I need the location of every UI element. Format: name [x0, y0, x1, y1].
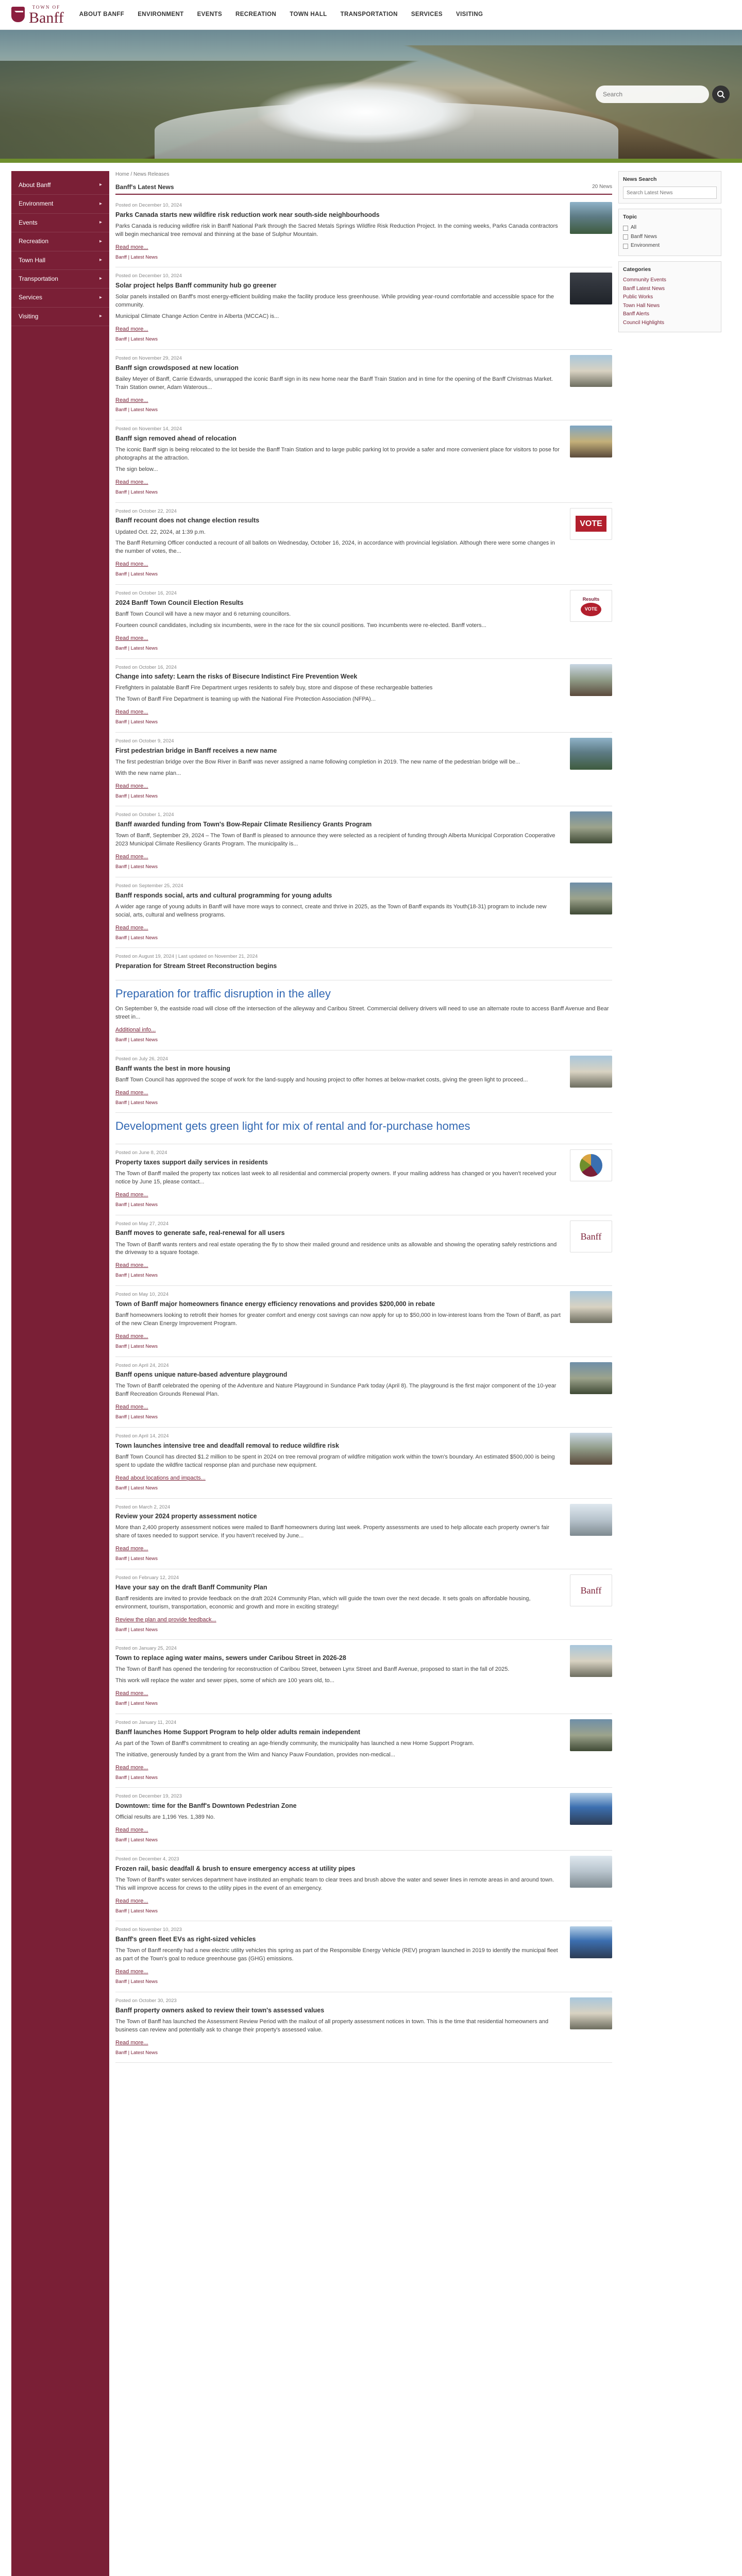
news-item [115, 1851, 612, 1921]
news-title[interactable]: Banff wants the best in more housing [115, 1064, 230, 1072]
news-thumbnail[interactable] [570, 202, 612, 234]
news-item [115, 1113, 612, 1144]
news-tags[interactable]: Banff | Latest News [115, 1774, 158, 1781]
news-thumbnail[interactable] [570, 1504, 612, 1536]
news-item [115, 877, 612, 948]
category-link[interactable]: Banff Latest News [623, 285, 665, 292]
topic-option[interactable]: Banff News [623, 233, 717, 241]
news-tags[interactable]: Banff | Latest News [115, 1556, 158, 1562]
news-item [115, 1050, 612, 1113]
news-item [115, 733, 612, 806]
news-thumbnail[interactable] [570, 1149, 612, 1181]
read-more-link[interactable]: Read more... [115, 635, 148, 641]
news-thumbnail[interactable]: Banff [570, 1574, 612, 1606]
read-more-link[interactable]: Read more... [115, 244, 148, 250]
logo-big-text: Banff [29, 9, 64, 26]
news-date: Posted on October 16, 2024 [115, 664, 177, 670]
news-date: Posted on August 19, 2024 | Last updated on November 21, 2024 [115, 954, 258, 960]
news-date: Posted on October 1, 2024 [115, 812, 174, 818]
chevron-right-icon: ▸ [99, 219, 102, 226]
news-thumbnail[interactable] [570, 1056, 612, 1088]
news-title[interactable]: Town launches intensive tree and deadfall removal to reduce wildfire risk [115, 1442, 339, 1449]
read-more-link[interactable]: Read more... [115, 1764, 148, 1771]
news-item [115, 420, 612, 502]
news-thumbnail[interactable] [570, 1645, 612, 1677]
news-summary: Solar panels installed on Banff's most energy-efficient building make the facility produce less greenhouse. While providing year-round comfortable and accessible space for the community. [115, 294, 554, 309]
news-summary: A wider age range of young adults in Banff will have more ways to connect, create and thrive in 2025, as the Town of Banff expands its Youth(18-31) program to include new social, arts, cultural and wellness programs. [115, 903, 547, 918]
news-thumbnail[interactable] [570, 738, 612, 770]
news-tags[interactable]: Banff | Latest News [115, 407, 158, 413]
news-title[interactable]: Solar project helps Banff community hub go greener [115, 282, 277, 290]
checkbox[interactable] [623, 234, 628, 240]
read-more-link[interactable]: Review the plan and provide feedback... [115, 1616, 216, 1623]
news-item [115, 1144, 612, 1215]
news-date: Posted on December 10, 2024 [115, 273, 182, 279]
news-title[interactable]: Development gets green light for mix of rental and for-purchase homes [115, 1120, 470, 1133]
news-title[interactable]: Frozen rail, basic deadfall & brush to ensure emergency access at utility pipes [115, 1865, 356, 1872]
news-summary: The initiative, generously funded by a grant from the Wim and Nancy Pauw Foundation, provides non-medical... [115, 1751, 395, 1758]
read-more-link[interactable]: Read more... [115, 854, 148, 860]
news-item [115, 948, 612, 980]
news-item [115, 1215, 612, 1286]
news-tags[interactable]: Banff | Latest News [115, 336, 158, 342]
news-date: Posted on November 29, 2024 [115, 355, 182, 361]
news-thumbnail[interactable] [570, 1719, 612, 1751]
news-tags[interactable]: Banff | Latest News [115, 489, 158, 495]
read-more-link[interactable]: Read more... [115, 783, 148, 789]
news-title[interactable]: Banff launches Home Support Program to help older adults remain independent [115, 1728, 361, 1736]
right-rail [618, 171, 721, 2576]
sidenav-recreation[interactable]: Recreation ▸ [11, 232, 109, 251]
news-thumbnail[interactable] [570, 1793, 612, 1825]
read-more-link[interactable]: Read more... [115, 479, 148, 485]
logo-small-text: TOWN OF [32, 4, 61, 10]
news-summary: The Town of Banff has opened the tendering for reconstruction of Caribou Street, between Lynx Street and Banff Avenue, proposed to start in the fall of 2025. [115, 1666, 510, 1673]
news-summary: Updated Oct. 22, 2024, at 1:39 p.m. [115, 529, 206, 535]
news-title[interactable]: Banff awarded funding from Town's Bow-Repair Climate Resiliency Grants Program [115, 821, 372, 828]
chevron-right-icon: ▸ [99, 294, 102, 300]
read-more-link[interactable]: Read more... [115, 2039, 148, 2046]
news-title[interactable]: Banff responds social, arts and cultural programming for young adults [115, 891, 332, 899]
checkbox[interactable] [623, 226, 628, 231]
sidenav-about-banff[interactable]: About Banff ▸ [11, 176, 109, 195]
checkbox[interactable] [623, 244, 628, 249]
news-tags[interactable]: Banff | Latest News [115, 1201, 158, 1208]
news-date: Posted on May 27, 2024 [115, 1221, 168, 1227]
news-summary: The Town of Banff wants renters and real estate operating the fly to show their mailed ground and residence units as allowable and showing the operating safely restrictions and the driveway to a square footage. [115, 1241, 557, 1256]
news-item [115, 1569, 612, 1640]
news-date: Posted on October 9, 2024 [115, 738, 174, 744]
news-summary: Fourteen council candidates, including six incumbents, were in the race for the six council positions. Two incumbents were re-elected. Banff voters... [115, 622, 486, 629]
news-date: Posted on April 14, 2024 [115, 1433, 169, 1439]
news-title[interactable]: 2024 Banff Town Council Election Results [115, 599, 244, 606]
logo-mark-icon [11, 7, 25, 22]
news-date: Posted on December 4, 2023 [115, 1856, 179, 1862]
news-date: Posted on March 2, 2024 [115, 1504, 171, 1510]
news-summary: The Town of Banff mailed the property tax notices last week to all residential and commercial property owners. If your mailing address has changed or you haven't received your notice by June 15, please contact... [115, 1171, 556, 1185]
news-tags[interactable]: Banff | Latest News [115, 1099, 158, 1106]
read-more-link[interactable]: Read more... [115, 326, 148, 333]
topic-option[interactable]: Environment [623, 242, 717, 250]
main-nav [79, 10, 483, 19]
news-summary: Parks Canada is reducing wildfire risk in Banff National Park through the Sacred Metals Springs Wildfire Risk Reduction Project. In the coming weeks, Parks Canada contractors will begin mechanical tree removal and thinning at the base of Sulphur Mountain. [115, 223, 558, 238]
news-thumbnail[interactable] [570, 355, 612, 387]
sidenav-events[interactable]: Events ▸ [11, 214, 109, 232]
news-item [115, 659, 612, 733]
news-thumbnail[interactable] [570, 664, 612, 696]
topic-option[interactable]: All [623, 224, 717, 232]
news-item [115, 1286, 612, 1357]
news-date: Posted on December 10, 2024 [115, 202, 182, 208]
news-date: Posted on June 8, 2024 [115, 1150, 167, 1156]
news-summary: This work will replace the water and sewer pipes, some of which are 100 years old, to... [115, 1677, 334, 1684]
news-summary: The first pedestrian bridge over the Bow River in Banff was never assigned a name following completion in 2019. The new name of the pedestrian bridge will be... [115, 758, 520, 765]
news-title[interactable]: Town of Banff major homeowners finance energy efficiency renovations and provides $200,000 in rebate [115, 1300, 435, 1308]
chevron-right-icon: ▸ [99, 276, 102, 282]
news-title[interactable]: Preparation for traffic disruption in the alley [115, 987, 331, 1001]
news-title[interactable]: Banff opens unique nature-based adventure playground [115, 1371, 288, 1379]
news-summary: Bailey Meyer of Banff, Carrie Edwards, unwrapped the iconic Banff sign in its new home near the Banff Train Station and in time for the opening of the Banff Christmas Market. Train Station owner, Adam Waterous... [115, 376, 553, 391]
news-summary: Banff residents are invited to provide feedback on the draft 2024 Community Plan, which will guide the town over the next decade. It sets goals on affordable housing, environment, tourism, transportation, economic and growth and more in exciting strategy! [115, 1595, 531, 1610]
news-date: Posted on October 16, 2024 [115, 590, 177, 597]
read-more-link[interactable]: Read more... [115, 1690, 148, 1697]
news-thumbnail[interactable] [570, 273, 612, 304]
category-link[interactable]: Town Hall News [623, 302, 660, 309]
news-thumbnail[interactable] [570, 1997, 612, 2029]
news-date: Posted on February 12, 2024 [115, 1574, 179, 1581]
news-summary: Official results are 1,196 Yes. 1,389 No. [115, 1814, 215, 1821]
news-title[interactable]: Banff property owners asked to review their town's assessed values [115, 2006, 325, 2014]
news-date: Posted on October 22, 2024 [115, 508, 177, 514]
news-tags[interactable]: Banff | Latest News [115, 1414, 158, 1420]
read-more-link[interactable]: Read more... [115, 1333, 148, 1340]
news-summary: Banff Town Council will have a new mayor and 6 returning councillors. [115, 611, 291, 617]
news-tags[interactable]: Banff | Latest News [115, 793, 158, 799]
news-tags[interactable]: Banff | Latest News [115, 1908, 158, 1914]
news-title[interactable]: Banff moves to generate safe, real-renewal for all users [115, 1229, 285, 1237]
nav-recreation[interactable]: RECREATION [235, 11, 277, 18]
news-item [115, 350, 612, 420]
content-layout [0, 163, 742, 2576]
news-tags[interactable]: Banff | Latest News [115, 1701, 158, 1707]
news-summary: The Town of Banff Fire Department is teaming up with the National Fire Protection Association (NFPA)... [115, 696, 376, 703]
news-thumbnail[interactable] [570, 1926, 612, 1958]
news-tags[interactable]: Banff | Latest News [115, 1837, 158, 1843]
site-search [596, 86, 730, 103]
news-summary: The Town of Banff has launched the Assessment Review Period with the mailout of all property assessment notices in town. This is the time that residential homeowners and business can review and potentially ask to change their property's assessed value. [115, 2018, 549, 2033]
news-list-main [115, 171, 612, 2576]
news-tags[interactable]: Banff | Latest News [115, 1485, 158, 1491]
news-summary: Banff Town Council has directed $1.2 million to be spent in 2024 on tree removal program of wildfire mitigation work within the town's boundary. An estimated $500,000 is being spent to update the wildfire tactical response plan and purchase new equipment. [115, 1453, 555, 1468]
site-search-input[interactable] [596, 86, 709, 103]
news-title[interactable]: Banff's green fleet EVs as right-sized vehicles [115, 1936, 256, 1943]
chevron-right-icon: ▸ [99, 257, 102, 263]
news-title[interactable]: Banff sign removed ahead of relocation [115, 435, 237, 442]
news-item [115, 1357, 612, 1428]
news-date: Posted on November 14, 2024 [115, 426, 182, 432]
chevron-right-icon: ▸ [99, 182, 102, 188]
news-search-panel [618, 171, 721, 204]
news-tags[interactable]: Banff | Latest News [115, 1273, 158, 1279]
read-more-link[interactable]: Read more... [115, 709, 148, 716]
nav-transportation[interactable]: TRANSPORTATION [340, 11, 398, 18]
accent-bar [0, 159, 742, 163]
news-thumbnail[interactable] [570, 1362, 612, 1394]
news-date: Posted on December 19, 2023 [115, 1793, 182, 1800]
news-item [115, 503, 612, 585]
sidenav-services[interactable]: Services ▸ [11, 289, 109, 307]
news-search-input[interactable] [623, 187, 717, 199]
chevron-right-icon: ▸ [99, 238, 102, 244]
read-more-link[interactable]: Read more... [115, 1546, 148, 1552]
news-thumbnail[interactable]: Results VOTE [570, 590, 612, 622]
category-link[interactable]: Council Highlights [623, 319, 665, 326]
news-item [115, 806, 612, 877]
news-tags[interactable]: Banff | Latest News [115, 571, 158, 578]
news-tags[interactable]: Banff | Latest News [115, 1626, 158, 1633]
site-search-button[interactable] [712, 86, 730, 103]
read-more-link[interactable]: Read more... [115, 1191, 148, 1198]
news-summary: On September 9, the eastside road will close off the intersection of the alleyway and Caribou Street. Commercial delivery drivers will need to use an alternate route to access Banff Avenue and Bear street in... [115, 1006, 609, 1021]
read-more-link[interactable]: Additional info... [115, 1027, 156, 1033]
news-tags[interactable]: Banff | Latest News [115, 864, 158, 870]
sidenav-transportation[interactable]: Transportation ▸ [11, 270, 109, 289]
news-thumbnail[interactable]: Banff [570, 1221, 612, 1252]
news-title[interactable]: Town to replace aging water mains, sewers under Caribou Street in 2026-28 [115, 1654, 346, 1662]
news-list-header [115, 183, 612, 195]
news-summary: The Town of Banff celebrated the opening of the Adventure and Nature Playground in Sundance Park today (April 8). The playground is the first major component of the 10-year Banff Recreation Grounds Renewal Plan. [115, 1383, 556, 1398]
news-title[interactable]: Banff recount does not change election results [115, 517, 260, 524]
news-tags[interactable]: Banff | Latest News [115, 645, 158, 651]
news-thumbnail[interactable] [570, 883, 612, 914]
news-thumbnail[interactable] [570, 1433, 612, 1465]
read-more-link[interactable]: Read more... [115, 1089, 148, 1096]
news-summary: As part of the Town of Banff's commitment to creating an age-friendly community, the municipality has launched a new Home Support Program. [115, 1740, 475, 1747]
category-link[interactable]: Banff Alerts [623, 311, 649, 317]
nav-environment[interactable]: ENVIRONMENT [138, 11, 184, 18]
news-list [115, 197, 612, 2063]
chevron-right-icon: ▸ [99, 313, 102, 319]
news-summary: More than 2,400 property assessment notices were mailed to Banff homeowners during last week. Property assessments are used to help allocate each property owner's fair share of taxes needed to support service. If you haven't received by June... [115, 1524, 549, 1539]
news-tags[interactable]: Banff | Latest News [115, 1979, 158, 1985]
topic-title: Topic [623, 214, 637, 221]
news-title[interactable]: Downtown: time for the Banff's Downtown Pedestrian Zone [115, 1802, 297, 1810]
news-summary: Town of Banff, September 29, 2024 – The Town of Banff is pleased to announce they were selected as a recipient of funding through Alberta Municipal Corporation Cooperative 2023 Municipal Climate Resiliency Grants Program. The municipality is... [115, 833, 555, 848]
search-icon [717, 90, 725, 98]
news-item [115, 1788, 612, 1851]
news-title[interactable]: Review your 2024 property assessment notice [115, 1513, 257, 1520]
news-item [115, 1921, 612, 1992]
nav-about-banff[interactable]: ABOUT BANFF [79, 11, 125, 18]
news-thumbnail[interactable] [570, 811, 612, 843]
news-date: Posted on July 26, 2024 [115, 1056, 168, 1062]
news-item [115, 197, 612, 267]
news-thumbnail[interactable]: VOTE [570, 508, 612, 540]
news-title[interactable]: First pedestrian bridge in Banff receives a new name [115, 747, 277, 754]
news-date: Posted on April 24, 2024 [115, 1362, 169, 1368]
news-tags[interactable]: Banff | Latest News [115, 1037, 158, 1043]
category-link[interactable]: Community Events [623, 277, 666, 283]
read-more-link[interactable]: Read more... [115, 397, 148, 403]
news-summary: The sign below... [115, 466, 158, 472]
news-item [115, 1499, 612, 1569]
news-thumbnail[interactable] [570, 426, 612, 457]
news-summary: With the new name plan... [115, 770, 181, 776]
news-list-title: Banff's Latest News [115, 183, 174, 191]
news-summary: Firefighters in palatable Banff Fire Department urges residents to safely buy, store and dispose of these rechargeable batteries [115, 685, 433, 691]
news-summary: The Town of Banff's water services department have instituted an emphatic team to clear trees and brush above the water and sewer lines in remote areas in and around town. This will improve access for crews to the utility pipes in the event of an emergency. [115, 1876, 554, 1891]
sidenav-visiting[interactable]: Visiting ▸ [11, 308, 109, 326]
topic-panel [618, 209, 721, 256]
side-nav [11, 171, 109, 2576]
read-more-link[interactable]: Read more... [115, 1827, 148, 1834]
top-bar [0, 0, 742, 30]
news-search-title: News Search [623, 176, 657, 182]
news-title[interactable]: Parks Canada starts new wildfire risk reduction work near south-side neighbourhoods [115, 211, 380, 218]
news-date: Posted on November 10, 2023 [115, 1927, 182, 1933]
news-summary: The iconic Banff sign is being relocated to the lot beside the Banff Train Station and to large public parking lot to provide a safer and more convenient place for visitors to pose for photographs at the attraction. [115, 447, 560, 462]
nav-visiting[interactable]: VISITING [456, 11, 483, 18]
categories-title: Categories [623, 266, 651, 273]
hero-falls [258, 81, 474, 143]
news-thumbnail[interactable] [570, 1856, 612, 1888]
hero-banner [0, 30, 742, 159]
news-item [115, 1640, 612, 1714]
news-summary: Banff homeowners looking to retrofit their homes for greater comfort and energy cost savings can now apply for up to $50,000 in low-interest loans from the Town of Banff, as part of the new Clean Energy Improvement Program. [115, 1312, 561, 1327]
news-thumbnail[interactable] [570, 1291, 612, 1323]
news-count: 20 News [592, 183, 612, 190]
category-link[interactable]: Public Works [623, 294, 653, 300]
news-date: Posted on May 10, 2024 [115, 1292, 168, 1298]
nav-services[interactable]: SERVICES [411, 11, 443, 18]
news-date: Posted on January 25, 2024 [115, 1646, 177, 1652]
news-summary: Banff Town Council has approved the scope of work for the land-supply and housing project to offer homes at below-market costs, giving the green light to proceed... [115, 1076, 528, 1083]
news-summary: Municipal Climate Change Action Centre in Alberta (MCCAC) is... [115, 313, 279, 320]
read-more-link[interactable]: Read more... [115, 561, 148, 568]
news-title[interactable]: Change into safety: Learn the risks of Bisecure Indistinct Fire Prevention Week [115, 673, 358, 681]
chevron-right-icon: ▸ [99, 200, 102, 207]
nav-town-hall[interactable]: TOWN HALL [290, 11, 327, 18]
read-more-link[interactable]: Read more... [115, 1897, 148, 1904]
news-date: Posted on September 25, 2024 [115, 883, 183, 889]
news-tags[interactable]: Banff | Latest News [115, 935, 158, 941]
read-more-link[interactable]: Read more... [115, 1262, 148, 1269]
news-item [115, 1992, 612, 2063]
news-title[interactable]: Banff sign crowdsposed at new location [115, 364, 239, 371]
news-title[interactable]: Have your say on the draft Banff Community Plan [115, 1583, 267, 1591]
news-item [115, 1428, 612, 1498]
read-more-link[interactable]: Read about locations and impacts... [115, 1475, 206, 1481]
read-more-link[interactable]: Read more... [115, 1969, 148, 1975]
news-date: Posted on January 11, 2024 [115, 1719, 177, 1725]
news-title[interactable]: Property taxes support daily services in residents [115, 1158, 268, 1166]
nav-events[interactable]: EVENTS [197, 11, 223, 18]
breadcrumb[interactable]: Home / News Releases [115, 172, 170, 177]
town-logo[interactable] [11, 4, 64, 26]
news-tags[interactable]: Banff | Latest News [115, 719, 158, 725]
sidenav-environment[interactable]: Environment ▸ [11, 195, 109, 213]
news-item [115, 1714, 612, 1788]
read-more-link[interactable]: Read more... [115, 1404, 148, 1411]
categories-panel [618, 261, 721, 332]
news-item [115, 267, 612, 349]
news-tags[interactable]: Banff | Latest News [115, 254, 158, 260]
news-item [115, 980, 612, 1050]
news-title[interactable]: Preparation for Stream Street Reconstruction begins [115, 962, 277, 970]
news-summary: The Town of Banff recently had a new electric utility vehicles this spring as part of the Responsible Energy Vehicle (REV) program launched in 2019 to identify the municipal fleet as part of the Town's goal to reduce greenhouse gas (GHG) emissions. [115, 1947, 558, 1962]
news-date: Posted on October 30, 2023 [115, 1997, 177, 2004]
news-summary: The Banff Returning Officer conducted a recount of all ballots on Wednesday, October 16, 2024, in accordance with provincial legislation. Although there were some changes in the number of votes, the... [115, 540, 555, 555]
news-tags[interactable]: Banff | Latest News [115, 2049, 158, 2056]
sidenav-town-hall[interactable]: Town Hall ▸ [11, 251, 109, 270]
news-tags[interactable]: Banff | Latest News [115, 1343, 158, 1349]
read-more-link[interactable]: Read more... [115, 924, 148, 931]
news-item [115, 585, 612, 658]
